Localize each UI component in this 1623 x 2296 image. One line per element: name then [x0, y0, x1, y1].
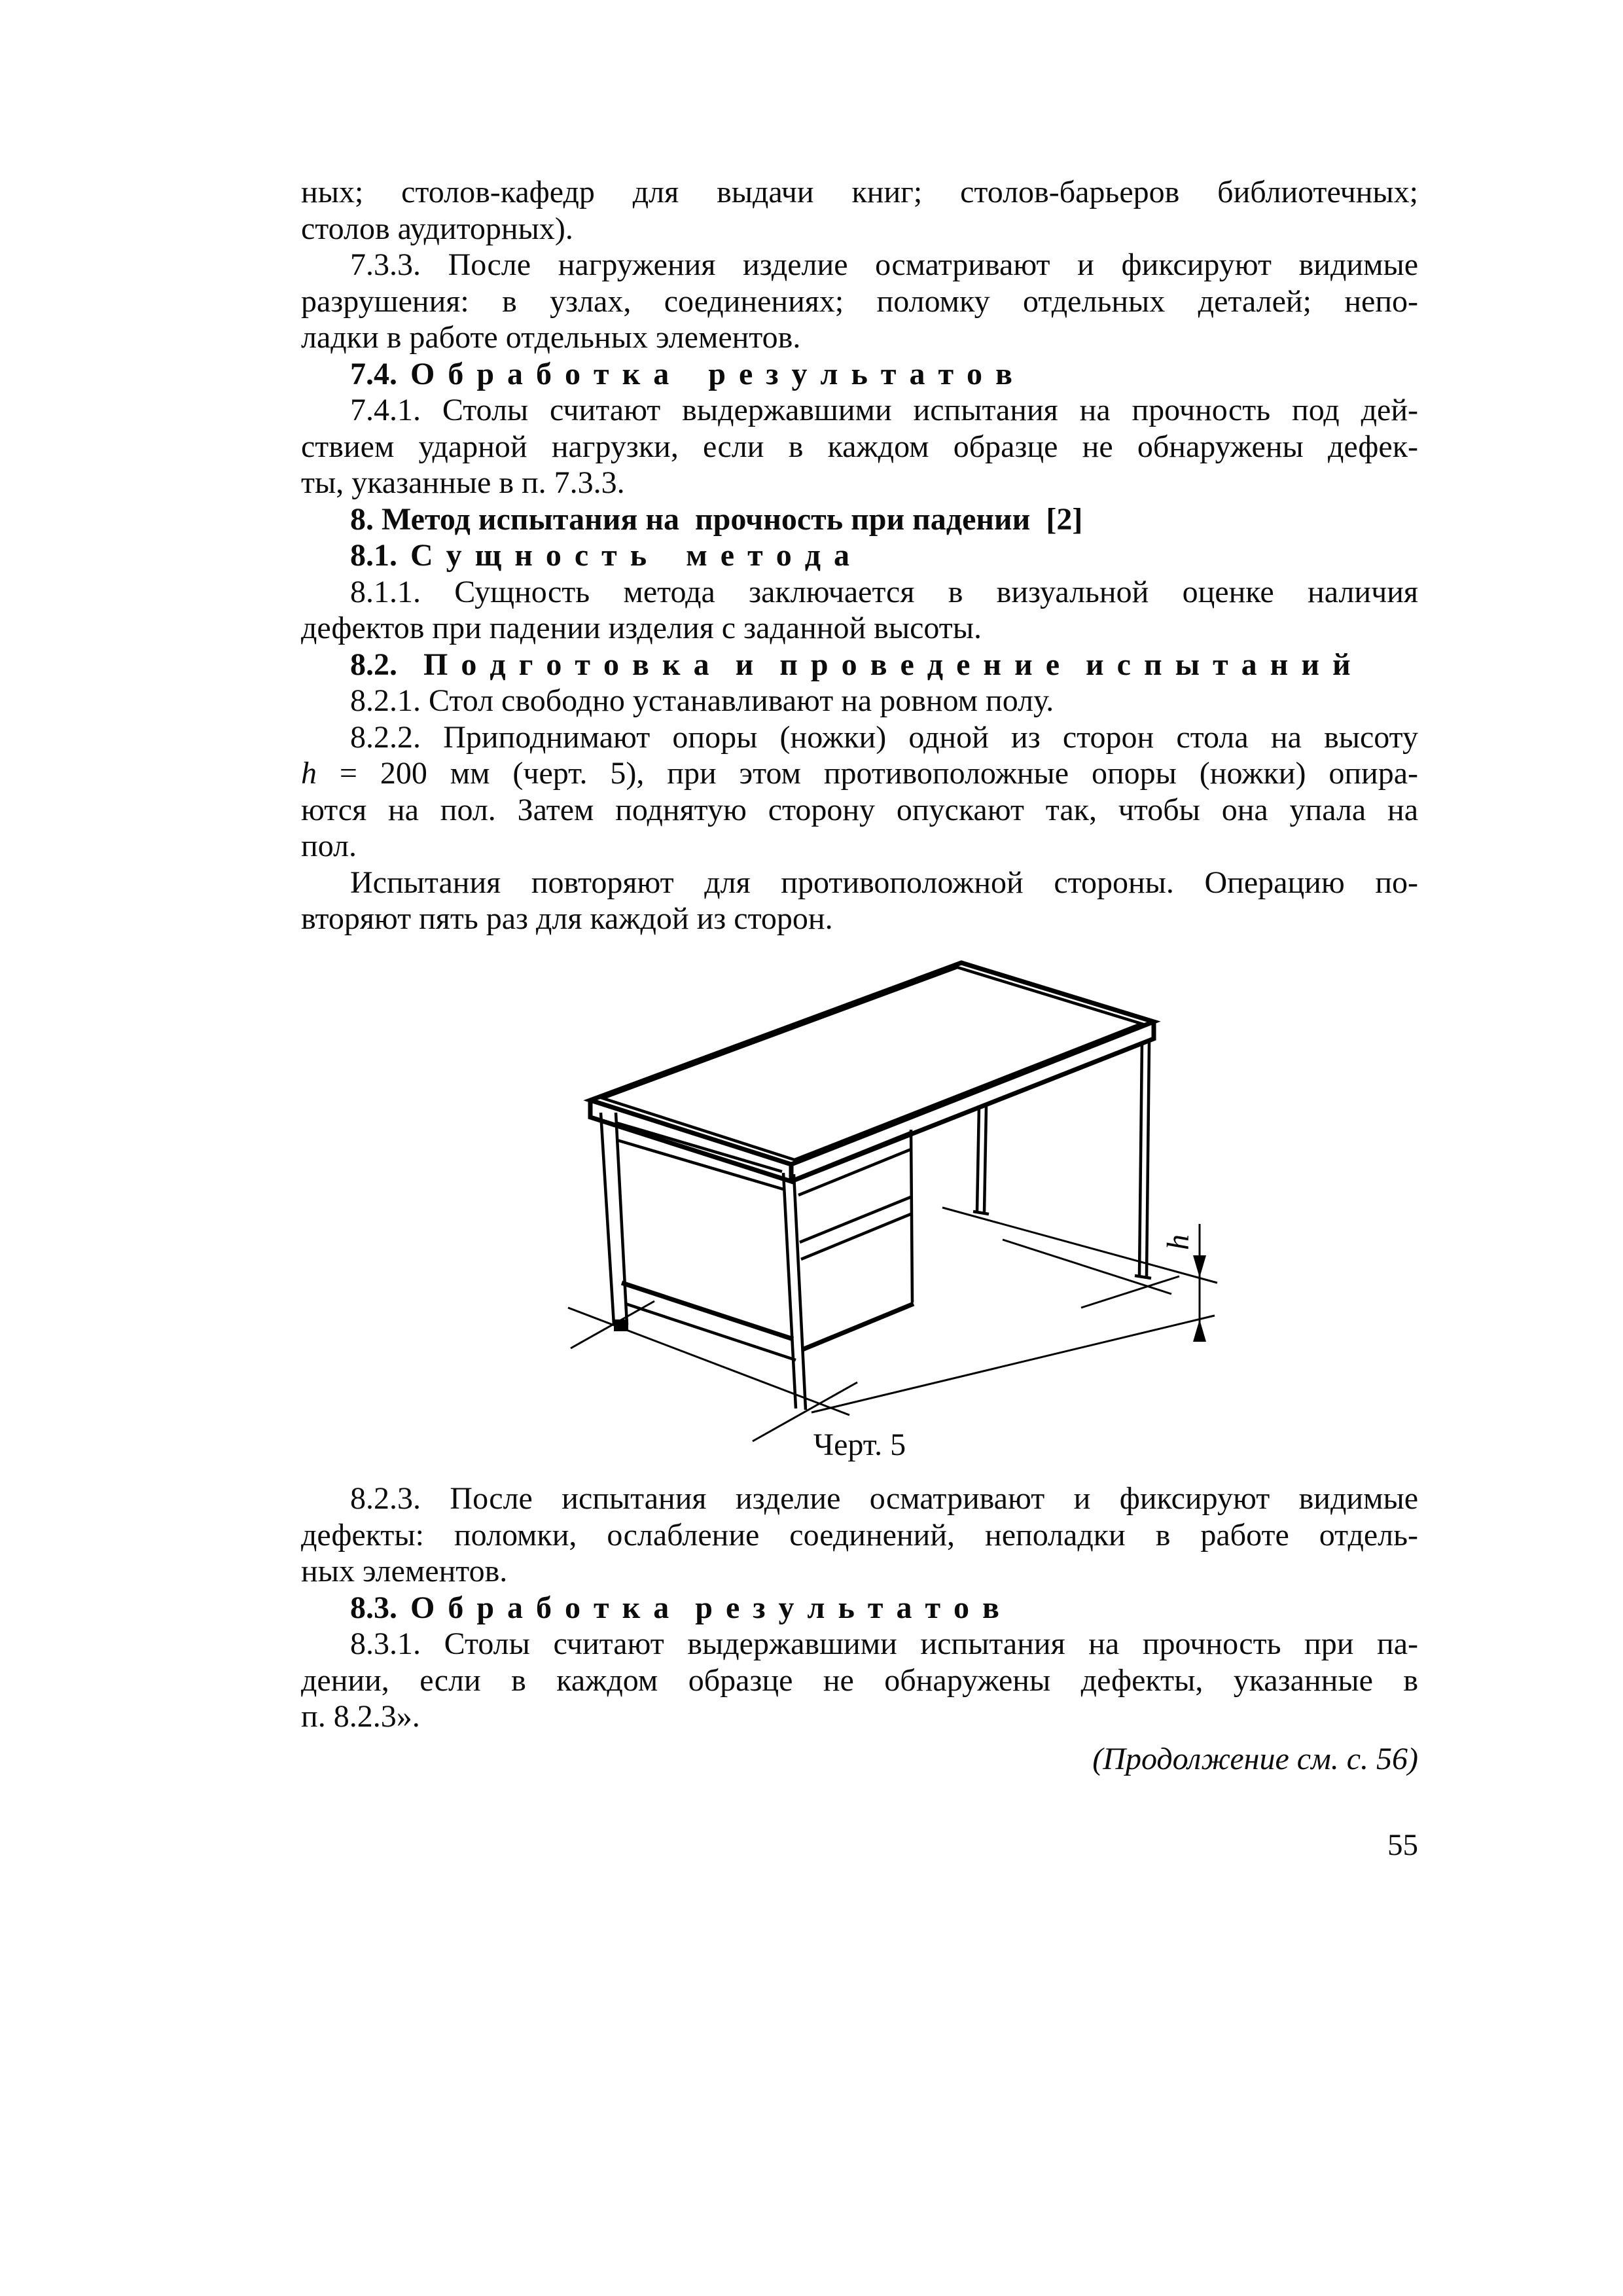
- heading-8: 8. Метод испытания на прочность при падении [2]: [350, 501, 1083, 537]
- continuation-note: (Продолжение см. с. 56): [1092, 1742, 1418, 1776]
- paragraph-line: разрушения: в узлах, соединениях; поломку отдельных деталей; непо-: [301, 283, 1418, 319]
- paragraph-line: вторяют пять раз для каждой из сторон.: [301, 901, 833, 936]
- paragraph-line-8-2-2: 8.2.2. Приподнимают опоры (ножки) одной из сторон стола на высоту: [350, 719, 1418, 755]
- paragraph-line-8-3-1: 8.3.1. Столы считают выдержавшими испытания на прочность при па-: [350, 1626, 1418, 1661]
- paragraph-line: дении, если в каждом образце не обнаружены дефекты, указанные в: [301, 1662, 1418, 1698]
- desk-drop-test-figure: [556, 936, 1368, 1453]
- paragraph-line: ты, указанные в п. 7.3.3.: [301, 465, 625, 500]
- paragraph-line: ных; столов-кафедр для выдачи книг; столов-барьеров библиотечных;: [301, 175, 1418, 209]
- upper-text-block: [301, 174, 1418, 937]
- paragraph-line: ствием ударной нагрузки, если в каждом образце не обнаружены дефек-: [301, 429, 1418, 464]
- drawer-divider-rail: [800, 1196, 912, 1259]
- left-leg: [601, 1113, 627, 1325]
- drawer-bottom-edge: [802, 1304, 914, 1350]
- center-leg: [783, 1173, 806, 1410]
- far-right-leg: [1135, 1042, 1151, 1278]
- paragraph-line-h-200: h = 200 мм (черт. 5), при этом противоположные опоры (ножки) опира-: [301, 756, 1418, 791]
- paragraph-line-7-4-1: 7.4.1. Столы считают выдержавшими испытания на прочность под дей-: [350, 393, 1418, 427]
- page-number: 55: [1387, 1828, 1418, 1862]
- variable-h: h: [301, 756, 317, 791]
- paragraph-line: п. 8.2.3».: [301, 1699, 420, 1734]
- heading-7-4: 7.4. О б р а б о т к а р е з у л ь т а т о в: [350, 356, 1012, 391]
- heading-8-1: 8.1. С у щ н о с т ь м е т о д а: [350, 538, 849, 573]
- paragraph-line: ладки в работе отдельных элементов.: [301, 320, 801, 355]
- heading-8-3: 8.3. О б р а б о т к а р е з у л ь т а т о в: [350, 1590, 999, 1625]
- dimension-arrow-bottom: [1193, 1319, 1206, 1342]
- paragraph-line: ных элементов.: [301, 1554, 508, 1588]
- paragraph-line: дефектов при падении изделия с заданной высоты.: [301, 611, 982, 645]
- paragraph-line: пол.: [301, 829, 357, 863]
- lower-text-block: [301, 1480, 1418, 1735]
- heading-8-2: 8.2. П о д г о т о в к а и п р о в е д е н и е и с п ы т а н и й: [350, 647, 1351, 682]
- floor-line-through-feet: [568, 1308, 849, 1415]
- paragraph-line-8-2-1: 8.2.1. Стол свободно устанавливают на ровном полу.: [350, 683, 1054, 718]
- paragraph-line-7-3-3: 7.3.3. После нагружения изделие осматривают и фиксируют видимые: [350, 247, 1418, 282]
- paragraph-line: ются на пол. Затем поднятую сторону опускают так, чтобы она упала на: [301, 792, 1418, 827]
- paragraph-line-8-1-1: 8.1.1. Сущность метода заключается в визуальной оценке наличия: [350, 574, 1418, 609]
- dimension-arrow-top: [1193, 1255, 1206, 1278]
- paragraph-line-8-2-3: 8.2.3. После испытания изделие осматривают и фиксируют видимые: [350, 1481, 1418, 1516]
- dimension-h-label: h: [1161, 1234, 1196, 1250]
- rear-right-leg: [973, 1106, 989, 1214]
- tabletop-outline: [590, 963, 1154, 1164]
- drawer-side-edge: [911, 1130, 912, 1302]
- paragraph-line: дефекты: поломки, ослабление соединений, неполадки в работе отдель-: [301, 1517, 1418, 1552]
- figure-caption: Черт. 5: [813, 1427, 906, 1462]
- paragraph-line: Испытания повторяют для противоположной стороны. Операцию по-: [350, 865, 1418, 900]
- paragraph-line: столов аудиторных).: [301, 211, 573, 246]
- floor-long-diagonal: [812, 1316, 1215, 1412]
